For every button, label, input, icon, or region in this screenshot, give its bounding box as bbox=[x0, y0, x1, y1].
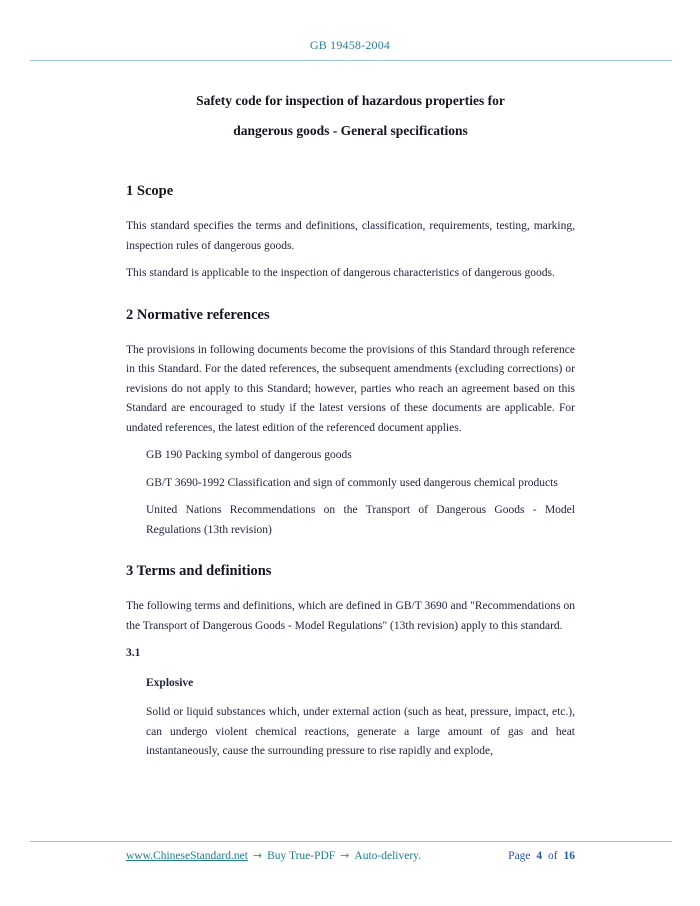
page-footer bbox=[30, 841, 672, 862]
terms-intro-paragraph: The following terms and definitions, which are defined in GB/T 3690 and "Recommendations on the Transport of Dangerous Goods - Model Regulations" (13th revision) apply to this standard. bbox=[126, 600, 575, 632]
document-title-line-1: Safety code for inspection of hazardous properties for bbox=[196, 93, 505, 108]
scope-paragraph-2: This standard is applicable to the inspection of dangerous characteristics of dangerous goods. bbox=[126, 267, 555, 279]
reference-item-3: United Nations Recommendations on the Transport of Dangerous Goods - Model Regulations (13th revision) bbox=[146, 504, 575, 536]
section-heading-normative-references: 2 Normative references bbox=[126, 306, 270, 323]
auto-delivery-text: Auto-delivery. bbox=[354, 850, 422, 862]
term-number: 3.1 bbox=[126, 647, 141, 659]
page-label: Page bbox=[508, 850, 531, 862]
reference-item-1: GB 190 Packing symbol of dangerous goods bbox=[146, 449, 352, 461]
section-heading-terms-definitions: 3 Terms and definitions bbox=[126, 563, 272, 579]
website-link[interactable]: www.ChineseStandard.net bbox=[126, 850, 248, 862]
term-name: Explosive bbox=[146, 676, 194, 689]
document-title-line-2: dangerous goods - General specifications bbox=[233, 123, 468, 138]
header-divider bbox=[30, 60, 672, 61]
scope-paragraph-1: This standard specifies the terms and definitions, classification, requirements, testing, marking, inspection rules of dangerous goods. bbox=[126, 220, 575, 252]
document-number: GB 19458-2004 bbox=[309, 38, 391, 52]
section-heading-scope: 1 Scope bbox=[126, 183, 174, 199]
buy-pdf-text: Buy True-PDF bbox=[267, 850, 336, 862]
page-indicator bbox=[508, 850, 575, 862]
total-page-number: 16 bbox=[563, 850, 575, 862]
of-label: of bbox=[548, 850, 558, 862]
footer-source-line bbox=[126, 849, 421, 862]
page-content bbox=[126, 86, 575, 770]
normative-intro-paragraph: The provisions in following documents become the provisions of this Standard through reference in this Standard. For the dated references, the subsequent amendments (excluding corrections) or revisions do not apply to this Standard; however, parties who reach an agreement based on this Standard are encouraged to study if the latest versions of these documents are applicable. For undated references, the latest edition of the referenced document applies. bbox=[126, 343, 575, 434]
reference-item-2: GB/T 3690-1992 Classification and sign of commonly used dangerous chemical products bbox=[146, 476, 558, 489]
term-definition-paragraph: Solid or liquid substances which, under external action (such as heat, pressure, impact, etc.), can undergo violent chemical reactions, generate a large amount of gas and heat instantaneously, cause the surrounding pressure to rise rapidly and explode, bbox=[146, 706, 575, 757]
document-title bbox=[126, 86, 575, 146]
arrow-right-icon: → bbox=[252, 849, 263, 862]
current-page-number: 4 bbox=[536, 850, 543, 862]
arrow-right-icon: → bbox=[340, 849, 350, 862]
